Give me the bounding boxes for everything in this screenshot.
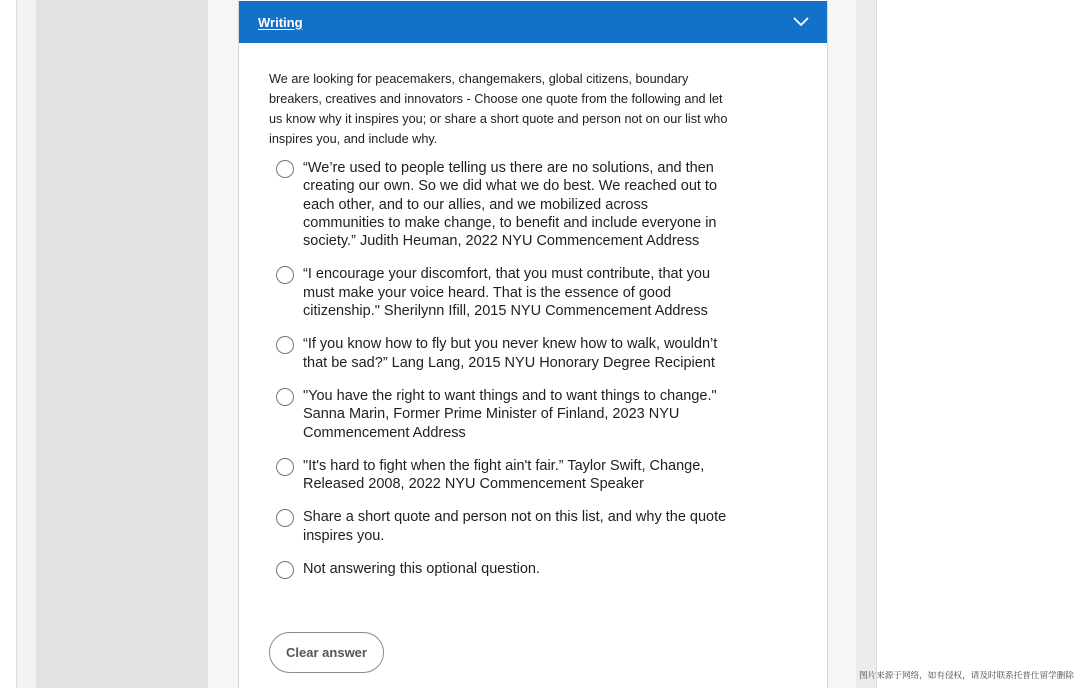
chevron-down-icon[interactable] (793, 17, 809, 27)
option-label[interactable]: “I encourage your discomfort, that you must contribute, that you must make your voice heard. That is the essence of good citizenship." Sherilynn Ifill, 2015 NYU Commencement Address (303, 266, 711, 320)
left-gutter (36, 0, 208, 688)
radio-icon[interactable] (276, 509, 294, 527)
writing-section-header[interactable] (239, 1, 827, 43)
clear-answer-button[interactable]: Clear answer (269, 632, 384, 673)
left-edge-strip (16, 0, 37, 688)
option-label[interactable]: "You have the right to want things and to want things to change." Sanna Marin, Former Prime Minister of Finland, 2023 NYU Commencement Address (303, 387, 717, 441)
right-edge-strip (856, 0, 877, 688)
quote-option-taylor-swift[interactable] (276, 457, 736, 494)
quote-option-judith-heuman[interactable] (276, 159, 736, 250)
radio-icon[interactable] (276, 336, 294, 354)
radio-icon[interactable] (276, 388, 294, 406)
section-title[interactable]: Writing (258, 14, 303, 30)
option-label[interactable]: Share a short quote and person not on this list, and why the quote inspires you. (303, 509, 727, 544)
radio-icon[interactable] (276, 458, 294, 476)
question-prompt: We are looking for peacemakers, changemakers, global citizens, boundary breakers, creatives and innovators - Choose one quote from the following and let us know why it inspires you; or share a short quote and person not on our list who inspires you, and include why. (269, 72, 728, 146)
option-label[interactable]: "It's hard to fight when the fight ain't fair.” Taylor Swift, Change, Released 2008, 2022 NYU Commencement Speaker (303, 457, 705, 493)
option-label[interactable]: Not answering this optional question. (303, 561, 540, 578)
quote-options (276, 159, 736, 594)
quote-option-sherilynn-ifill[interactable] (276, 265, 736, 320)
writing-section-panel (238, 0, 828, 688)
quote-option-sanna-marin[interactable] (276, 387, 736, 442)
quote-option-share-own[interactable] (276, 508, 736, 545)
image-source-watermark: 图片来源于网络，如有侵权，请及时联系托普仕留学删除 (859, 671, 1074, 681)
radio-icon[interactable] (276, 160, 294, 178)
option-label[interactable]: “We’re used to people telling us there are no solutions, and then creating our own. So we did what we do best. We reached out to each other, and to our allies, and we mobilized across communities to make change, to benefit and include everyone in society.” Judith Heuman, 2022 NYU Commencement Address (303, 160, 718, 250)
option-label[interactable]: “If you know how to fly but you never knew how to walk, wouldn’t that be sad?” Lang Lang, 2015 NYU Honorary Degree Recipient (303, 336, 718, 371)
radio-icon[interactable] (276, 266, 294, 284)
radio-icon[interactable] (276, 561, 294, 579)
quote-option-lang-lang[interactable] (276, 335, 736, 372)
quote-option-not-answering[interactable] (276, 560, 736, 579)
